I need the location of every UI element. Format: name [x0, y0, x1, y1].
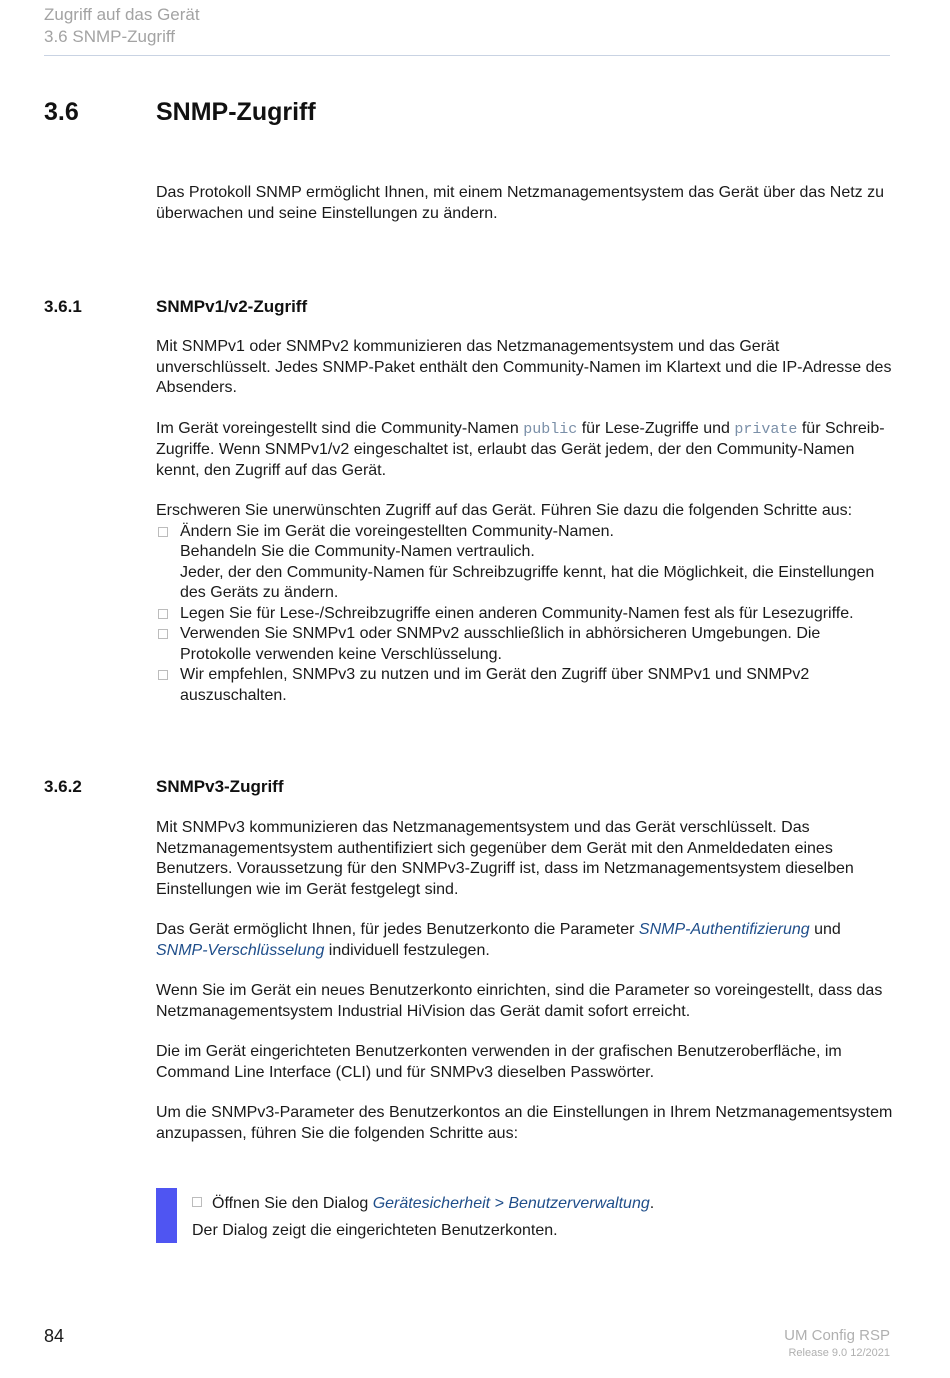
checkbox-icon [158, 670, 168, 680]
sub1-paragraph-3: Erschweren Sie unerwünschten Zugriff auf das Gerät. Führen Sie dazu die folgenden Schritte aus: [156, 502, 853, 519]
community-private: private [734, 420, 798, 438]
subsection-1-number: 3.6.1 [44, 297, 82, 316]
action-step-text-a: Öffnen Sie den Dialog [212, 1195, 373, 1212]
action-step-text-b: . [649, 1195, 655, 1212]
document-name: UM Config RSP [784, 1327, 890, 1344]
sub2-paragraph-2 [156, 920, 894, 961]
page-number: 84 [44, 1326, 65, 1346]
section-title: SNMP-Zugriff [156, 98, 316, 126]
section-intro [156, 183, 894, 224]
action-step-result: Der Dialog zeigt die eingerichteten Benutzerkonten. [192, 1222, 558, 1239]
action-step-instruction [192, 1190, 892, 1217]
step-text: Wir empfehlen, SNMPv3 zu nutzen und im Gerät den Zugriff über SNMPv1 und SNMPv2 auszuschalten. [180, 666, 810, 704]
list-item [156, 604, 894, 625]
step-text: Ändern Sie im Gerät die voreingestellten Community-Namen. [180, 522, 614, 540]
sub2-paragraph-1: Mit SNMPv3 kommunizieren das Netzmanagementsystem und das Gerät verschlüsselt. Das Netzmanagementsystem authentifiziert sich gegenüber dem Gerät mit den Anmeldedaten eines Benutzers. Voraussetzung für den SNMPv3-Zugriff ist, dass im Netzmanagementsystem dieselben Einstellungen wie im Gerät festgelegt sind. [156, 819, 854, 898]
step-subtext: Jeder, der den Community-Namen für Schreibzugriffe kennt, hat die Möglichkeit, die Einstellungen des Geräts zu ändern. [180, 563, 875, 601]
intro-paragraph: Das Protokoll SNMP ermöglicht Ihnen, mit einem Netzmanagementsystem das Gerät über das Netz zu überwachen und seine Einstellungen zu ändern. [156, 184, 885, 222]
sub1-p2-text-b: für Lese-Zugriffe und [577, 419, 735, 437]
dialog-path-link[interactable]: Gerätesicherheit > Benutzerverwaltung [372, 1195, 650, 1212]
list-item [156, 624, 894, 665]
step-subtext: Behandeln Sie die Community-Namen vertraulich. [180, 543, 535, 560]
sub2-paragraph-5: Um die SNMPv3-Parameter des Benutzerkontos an die Einstellungen in Ihrem Netzmanagementsystem anzupassen, führen Sie die folgenden Schritte aus: [156, 1104, 893, 1142]
sub2-paragraph-3: Wenn Sie im Gerät ein neues Benutzerkonto einrichten, sind die Parameter so voreingestellt, dass das Netzmanagementsystem Industrial HiVision das Gerät damit sofort erreicht. [156, 982, 883, 1020]
list-item [156, 522, 894, 604]
header-divider [44, 55, 890, 56]
list-item [156, 665, 894, 706]
snmp-authentication-link[interactable]: SNMP-Authentifizierung [638, 921, 810, 938]
action-step-marker [156, 1188, 177, 1243]
subsection-2-body [156, 818, 894, 1144]
checkbox-icon [158, 609, 168, 619]
sub2-p2-text-b: und [809, 921, 841, 938]
checkbox-icon [192, 1197, 202, 1207]
running-header-section: 3.6 SNMP-Zugriff [44, 27, 176, 46]
checkbox-icon [158, 527, 168, 537]
community-public: public [523, 420, 578, 438]
sub2-p2-text-c: individuell festzulegen. [324, 941, 490, 959]
sub1-paragraph-1: Mit SNMPv1 oder SNMPv2 kommunizieren das Netzmanagementsystem und das Gerät unverschlüsselt. Jedes SNMP-Paket enthält den Community-Namen im Klartext und die IP-Adresse des Absenders. [156, 338, 892, 396]
subsection-1-title: SNMPv1/v2-Zugriff [156, 297, 308, 316]
subsection-2-title: SNMPv3-Zugriff [156, 777, 284, 796]
sub2-p2-text-a: Das Gerät ermöglicht Ihnen, für jedes Benutzerkonto die Parameter [156, 921, 639, 938]
sub2-paragraph-4: Die im Gerät eingerichteten Benutzerkonten verwenden in der grafischen Benutzeroberfläche, im Command Line Interface (CLI) und für SNMPv3 dieselben Passwörter. [156, 1043, 842, 1081]
checkbox-icon [158, 629, 168, 639]
step-text: Verwenden Sie SNMPv1 oder SNMPv2 ausschließlich in abhörsicheren Umgebungen. Die Protokolle verwenden keine Verschlüsselung. [180, 625, 821, 663]
action-step [192, 1190, 892, 1244]
sub1-step-list [156, 522, 894, 707]
running-header-chapter: Zugriff auf das Gerät [44, 5, 200, 24]
sub1-p2-text-c: für Schreib-Zugriffe. Wenn SNMPv1/v2 eingeschaltet ist, erlaubt das Gerät jedem, der den Community-Namen kennt, den Zugriff auf das Gerät. [156, 419, 885, 479]
release-info: Release 9.0 12/2021 [788, 1347, 890, 1359]
snmp-encryption-link[interactable]: SNMP-Verschlüsselung [156, 941, 325, 959]
sub1-paragraph-2 [156, 419, 894, 482]
subsection-1-body [156, 337, 894, 706]
step-text: Legen Sie für Lese-/Schreibzugriffe einen anderen Community-Namen fest als für Lesezugriffe. [180, 604, 854, 622]
subsection-2-number: 3.6.2 [44, 777, 82, 796]
sub1-p2-text-a: Im Gerät voreingestellt sind die Community-Namen [156, 419, 524, 437]
section-number: 3.6 [44, 98, 79, 126]
